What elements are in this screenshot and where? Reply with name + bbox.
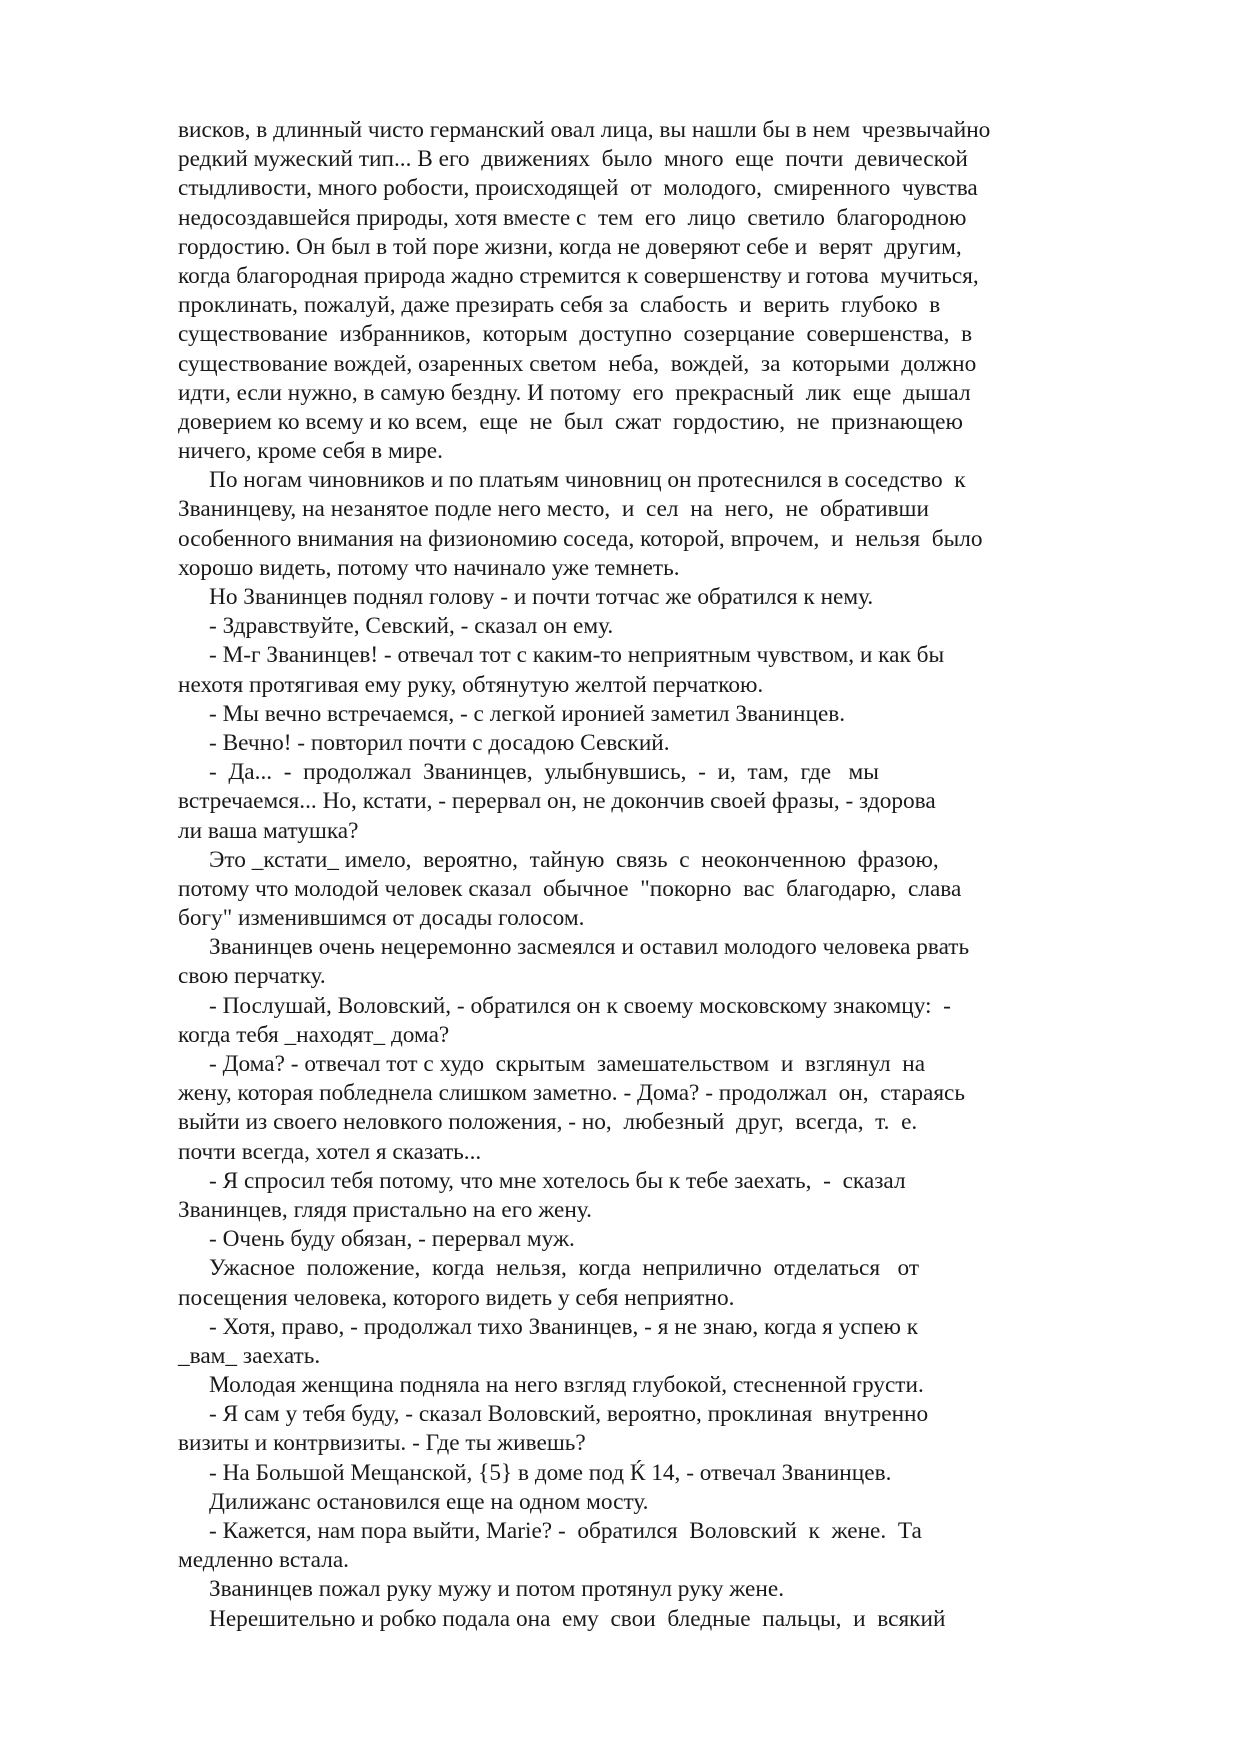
text-line: когда тебя _находят_ дома? xyxy=(178,1021,450,1048)
text-line: _вам_ заехать. xyxy=(178,1342,321,1369)
text-line: свою перчатку. xyxy=(178,963,326,990)
text-line: недосоздавшейся природы, хотя вместе с тем его лицо светило благородною xyxy=(178,204,967,231)
text-line: - Я спросил тебя потому, что мне хотелось бы к тебе заехать, - сказал xyxy=(209,1167,906,1194)
text-line: ли ваша матушка? xyxy=(178,817,359,844)
text-line: существование избранников, которым доступно созерцание совершенства, в xyxy=(178,321,973,348)
text-line: Званинцев очень нецеремонно засмеялся и оставил молодого человека рвать xyxy=(209,934,970,961)
text-line: Званинцеву, на незанятое подле него место, и сел на него, не обративши xyxy=(178,496,929,523)
text-line: Нерешительно и робко подала она ему свои бледные пальцы, и всякий xyxy=(209,1605,946,1632)
text-line: визиты и контрвизиты. - Где ты живешь? xyxy=(178,1430,586,1457)
text-line: встречаемся... Но, кстати, - перервал он, не докончив своей фразы, - здорова xyxy=(178,788,936,815)
text-line: - Дома? - отвечал тот с худо скрытым замешательством и взглянул на xyxy=(209,1051,926,1077)
text-line: жену, которая побледнела слишком заметно. - Дома? - продолжал он, стараясь xyxy=(178,1080,966,1107)
text-line: хорошо видеть, потому что начинало уже темнеть. xyxy=(178,554,680,581)
text-line: Званинцев пожал руку мужу и потом протянул руку жене. xyxy=(209,1576,785,1603)
text-line: Званинцев, глядя пристально на его жену. xyxy=(178,1196,592,1223)
text-line: посещения человека, которого видеть у себя неприятно. xyxy=(178,1284,735,1311)
text-line: доверием ко всему и ко всем, еще не был сжат гордостию, не признающею xyxy=(178,408,963,435)
text-line: - Хотя, право, - продолжал тихо Званинцев, - я не знаю, когда я успею к xyxy=(209,1313,919,1340)
text-line: - Послушай, Воловский, - обратился он к своему московскому знакомцу: - xyxy=(209,992,951,1019)
text-line: почти всегда, хотел я сказать... xyxy=(178,1138,482,1165)
text-line: медленно встала. xyxy=(178,1547,350,1574)
text-line: Ужасное положение, когда нельзя, когда неприлично отделаться от xyxy=(209,1255,920,1282)
text-line: По ногам чиновников и по платьям чиновниц он протеснился в соседство к xyxy=(209,467,966,494)
text-line: стыдливости, много робости, происходящей от молодого, смиренного чувства xyxy=(178,175,978,202)
text-line: висков, в длинный чисто германский овал лица, вы нашли бы в нем чрезвычайно xyxy=(178,117,991,143)
text-line: - Я сам у тебя буду, - сказал Воловский, вероятно, проклиная внутренно xyxy=(209,1401,929,1428)
text-line: - М-г Званинцев! - отвечал тот с каким-то неприятным чувством, и как бы xyxy=(209,642,945,669)
text-line: проклинать, пожалуй, даже презирать себя за слабость и верить глубоко в xyxy=(178,292,941,319)
text-line: богу" изменившимся от досады голосом. xyxy=(178,905,585,932)
text-line: потому что молодой человек сказал обычное "покорно вас благодарю, слава xyxy=(178,875,962,902)
text-line: ничего, кроме себя в мире. xyxy=(178,438,443,465)
text-line: Молодая женщина подняла на него взгляд глубокой, стесненной грусти. xyxy=(209,1372,924,1399)
text-line: - Да... - продолжал Званинцев, улыбнувшись, - и, там, где мы xyxy=(209,759,879,786)
text-line: - Мы вечно встречаемся, - с легкой иронией заметил Званинцев. xyxy=(209,700,846,727)
text-line: - Здравствуйте, Севский, - сказал он ему. xyxy=(209,613,614,640)
text-line: существование вождей, озаренных светом неба, вождей, за которыми должно xyxy=(178,350,977,377)
body-text xyxy=(178,116,1078,1634)
text-line: - Вечно! - повторил почти с досадою Севский. xyxy=(209,729,670,756)
text-line: особенного внимания на физиономию соседа, которой, впрочем, и нельзя было xyxy=(178,525,983,552)
text-line: Дилижанс остановился еще на одном мосту. xyxy=(209,1488,649,1515)
text-line: Но Званинцев поднял голову - и почти тотчас же обратился к нему. xyxy=(209,584,874,610)
text-line: нехотя протягивая ему руку, обтянутую желтой перчаткою. xyxy=(178,671,764,698)
text-line: - Очень буду обязан, - перервал муж. xyxy=(209,1226,575,1253)
text-line: - Кажется, нам пора выйти, Marie? - обратился Воловский к жене. Та xyxy=(209,1518,922,1544)
text-line: Это _кстати_ имело, вероятно, тайную связь с неоконченною фразою, xyxy=(209,846,939,873)
text-line: редкий мужеский тип... В его движениях было много еще почти девической xyxy=(178,146,968,173)
text-line: выйти из своего неловкого положения, - но, любезный друг, всегда, т. е. xyxy=(178,1109,918,1136)
text-line: идти, если нужно, в самую бездну. И потому его прекрасный лик еще дышал xyxy=(178,379,971,406)
text-line: когда благородная природа жадно стремится к совершенству и готова мучиться, xyxy=(178,262,979,289)
text-line: гордостию. Он был в той поре жизни, когда не доверяют себе и верят другим, xyxy=(178,233,962,260)
text-line: - На Большой Мещанской, {5} в доме под Ќ 14, - отвечал Званинцев. xyxy=(209,1459,892,1486)
